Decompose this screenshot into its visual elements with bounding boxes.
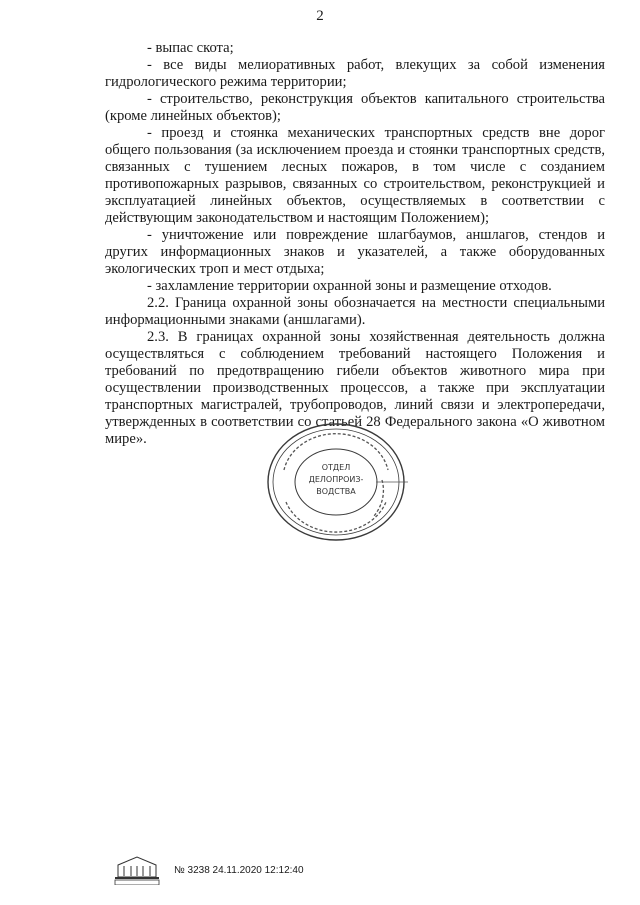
paragraph-littering: - захламление территории охранной зоны и размещение отходов. xyxy=(147,278,552,294)
paragraph-livestock: - выпас скота; xyxy=(147,40,234,56)
paragraph-2-2: 2.2. Граница охранной зоны обозначается на местности специальными информационными знаками (аншлагами). xyxy=(105,295,605,328)
paragraph-melioration: - все виды мелиоративных работ, влекущих за собой изменения гидрологического режима территории; xyxy=(105,57,605,90)
registration-footer xyxy=(112,853,412,885)
page-number: 2 xyxy=(316,8,324,24)
stamp-line-1: ОТДЕЛ xyxy=(321,463,351,472)
paragraph-vehicles: - проезд и стоянка механических транспортных средств вне дорог общего пользования (за исключением проезда и стоянки транспортных средств, связанных с тушением лесных пожаров, в том числе с созданием противопожарных разрывов, связанных со строительством, реконструкцией и эксплуатацией линейных объектов, осуществляемых в соответствии с действующим законодательством и настоящим Положением); xyxy=(105,125,605,226)
paragraph-construction: - строительство, реконструкция объектов капитального строительства (кроме линейных объектов); xyxy=(105,91,605,124)
paragraph-2-3: 2.3. В границах охранной зоны хозяйственная деятельность должна осуществляться с соблюдением требований настоящего Положения и требований по предотвращению гибели объектов животного мира при осуществлении производственных процессов, а также при эксплуатации транспортных магистралей, трубопроводов, линий связи и электропередачи, утвержденных в соответствии со статьей 28 Федерального закона «О животном мире». xyxy=(105,329,605,447)
stamp-line-2: ДЕЛОПРОИЗ- xyxy=(308,475,364,484)
archive-building-icon xyxy=(112,853,162,885)
official-stamp xyxy=(264,420,408,544)
document-body xyxy=(105,40,605,448)
stamp-line-3: ВОДСТВА xyxy=(316,487,356,496)
registry-number: № 3238 24.11.2020 12:12:40 xyxy=(174,865,304,876)
paragraph-destruction: - уничтожение или повреждение шлагбаумов, аншлагов, стендов и других информационных знаков и указателей, а также оборудованных экологических троп и мест отдыха; xyxy=(105,227,605,277)
stamp-seal-icon xyxy=(264,420,408,544)
